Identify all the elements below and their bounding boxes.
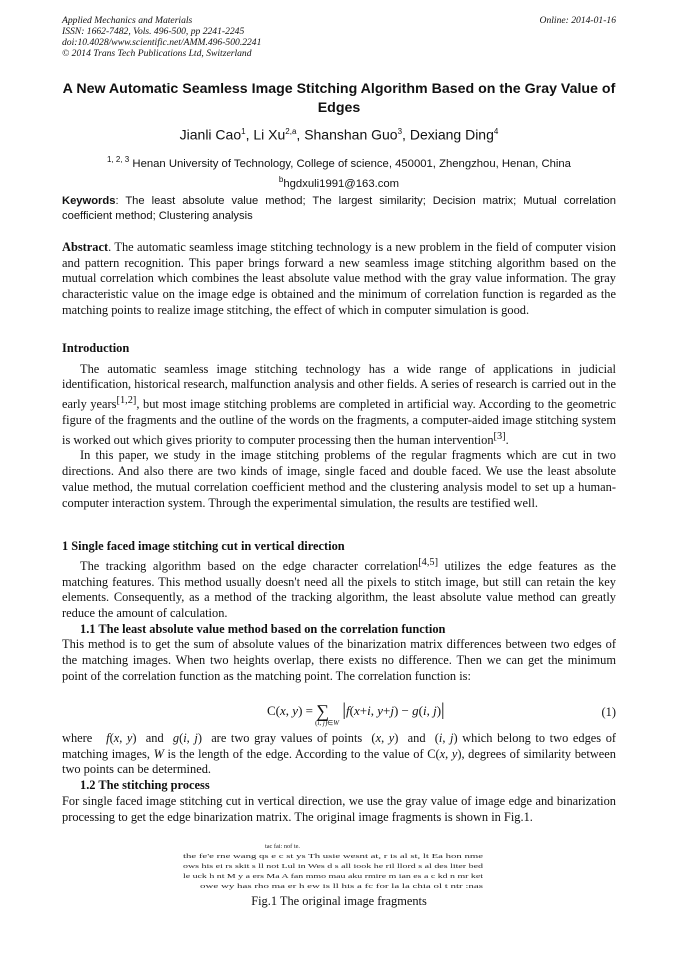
citation: [1,2] bbox=[116, 395, 137, 407]
author-email: hgdxuli1991@163.com bbox=[283, 177, 400, 190]
fragment-line: owe wy has rho ma er h ew is ll his a fc for la la chia ol t ntr :nas bbox=[200, 883, 484, 890]
intro-paragraph-2: In this paper, we study in the image stitching problems of the regular fragments which are cut in two directions. And also there are two kinds of image, single faced and double faced. We use the least absolute value method, the mutual correlation coefficient method and the clustering analysis model to set up a human-computer interaction system. Through the experimental simulation, the results are testified well. bbox=[62, 448, 616, 510]
copyright-line: © 2014 Trans Tech Publications Ltd, Switzerland bbox=[62, 48, 252, 59]
keywords-label: Keywords bbox=[62, 195, 116, 207]
correlation-formula: C(x, $y) = \sum_{(i, j)\in W}$ |f(x+i, y+j) − g(i, j)| bbox=[267, 699, 445, 727]
affiliation-text: Henan University of Technology, College of science, 450001, Zhengzhou, Henan, China bbox=[132, 157, 571, 170]
author-affil-mark: 2,a bbox=[285, 127, 297, 136]
section1-paragraph-1: The tracking algorithm based on the edge character correlation[4,5] utilizes the edge features as the matching features. This method usually doesn't need all the pixels to stitch image, but still can retain the key elements. Consequently, as a method of the tracking algorithm, the least absolute value method can greatly reduce the amount of calculation. bbox=[62, 556, 616, 620]
paper-title: A New Automatic Seamless Image Stitching Algorithm Based on the Gray Value of Edges bbox=[62, 81, 616, 116]
fragment-line: tac fai: nof te. bbox=[265, 843, 300, 850]
author-name: Li Xu bbox=[253, 126, 286, 143]
email-mark: b bbox=[278, 174, 284, 184]
journal-header bbox=[62, 15, 616, 59]
keywords-text: : The least absolute value method; The largest similarity; Decision matrix; Mutual correlation coefficient method; Clustering analysis bbox=[62, 195, 616, 222]
figure-image-fragments bbox=[180, 838, 485, 894]
intro-paragraph-1: The automatic seamless image stitching technology has a wide range of applications in judicial identification, historical research, malfunction analysis and other fields. A series of research is carried out in the early years[1,2], but most image stitching problems are completed in artificial way. According to the geometric figure of the fragments and the outline of the words on the fragments, a computer-aided image stitching system is worked out which gives priority to computer processing then the human intervention[3]. bbox=[62, 361, 616, 447]
section-heading: Introduction bbox=[62, 341, 130, 355]
abstract bbox=[62, 240, 616, 319]
fragment-line: the fe'e rne wang qs e c st ys Th usie wesnt at, r is al st, lt Ea hon nme bbox=[183, 853, 484, 860]
issn-line: ISSN: 1662-7482, Vols. 496-500, pp 2241-2245 bbox=[62, 26, 245, 37]
where-paragraph: where f(x, y) and g(i, j) are two gray values of points (x, y) and (i, j) which belong to two edges of matching images, W is the length of the edge. According to the value of C(x, y), degrees of similarity between two points can be determined. bbox=[62, 731, 617, 777]
citation: [4,5] bbox=[418, 556, 439, 568]
abstract-label: Abstract bbox=[62, 240, 109, 254]
doi-line: doi:10.4028/www.scientific.net/AMM.496-500.2241 bbox=[62, 37, 262, 48]
author-name: Dexiang Ding bbox=[409, 126, 494, 143]
author-list: Jianli Cao$^1$, Li Xu$^{2,a}$, Shanshan Guo$^3$, Dexiang Ding$^4$ bbox=[179, 126, 499, 143]
abstract-text: . The automatic seamless image stitching technology is a new problem in the field of computer vision and pattern recognition. This paper brings forward a new seamless image stitching algorithm based on the mutual correlation which combines the least absolute value method with the gray value information. The gray characteristic value on the image edge is obtained and the minimum of correlation function is regarded as the matching points to realize image stitching, the effect of which in computer simulation is good. bbox=[62, 240, 616, 317]
affiliation bbox=[62, 152, 616, 192]
section-heading: 1 Single faced image stitching cut in vertical direction bbox=[62, 539, 345, 553]
author-name: Shanshan Guo bbox=[304, 126, 398, 143]
online-date: Online: 2014-01-16 bbox=[539, 15, 616, 26]
section-1 bbox=[62, 539, 616, 684]
fragment-line: le uck h nt M y a ers Ma A fan mmo mau aku rmire m ian es a c kd n mr ket bbox=[183, 873, 484, 880]
author-affil-mark: 4 bbox=[493, 127, 499, 136]
author-name: Jianli Cao bbox=[179, 126, 242, 143]
affiliation-mark: 1, 2, 3 bbox=[107, 155, 130, 164]
subsection-heading: 1.1 The least absolute value method based on the correlation function bbox=[80, 621, 446, 636]
section-1-continued bbox=[62, 731, 616, 825]
introduction-section bbox=[62, 341, 616, 511]
journal-name: Applied Mechanics and Materials bbox=[62, 15, 193, 26]
citation: [3] bbox=[493, 430, 506, 442]
subsection-heading: 1.2 The stitching process bbox=[80, 778, 210, 793]
equation-1 bbox=[62, 697, 616, 731]
equation-number: (1) bbox=[601, 705, 616, 719]
figure-caption: Fig.1 The original image fragments bbox=[251, 894, 427, 908]
author-affil-mark: 1 bbox=[241, 127, 246, 136]
section1-paragraph-2: This method is to get the sum of absolute values of the binarization matrix differences between two edges of the matching images. When two heights overlap, there exists no difference. Then we can get the minimum point of the correlation function as the matching point. The correlation function is: bbox=[62, 637, 616, 683]
keywords bbox=[62, 194, 616, 224]
author-affil-mark: 3 bbox=[397, 127, 403, 136]
fragment-line: ows his ei rs skit s ll not Lul in Wes d s all iook he ril llord s al des liter bed bbox=[183, 863, 485, 870]
section1-paragraph-3: For single faced image stitching cut in vertical direction, we use the gray value of image edge and binarization processing to get the edge binarization matrix. The original image fragments is shown in Fig.1. bbox=[62, 793, 616, 824]
